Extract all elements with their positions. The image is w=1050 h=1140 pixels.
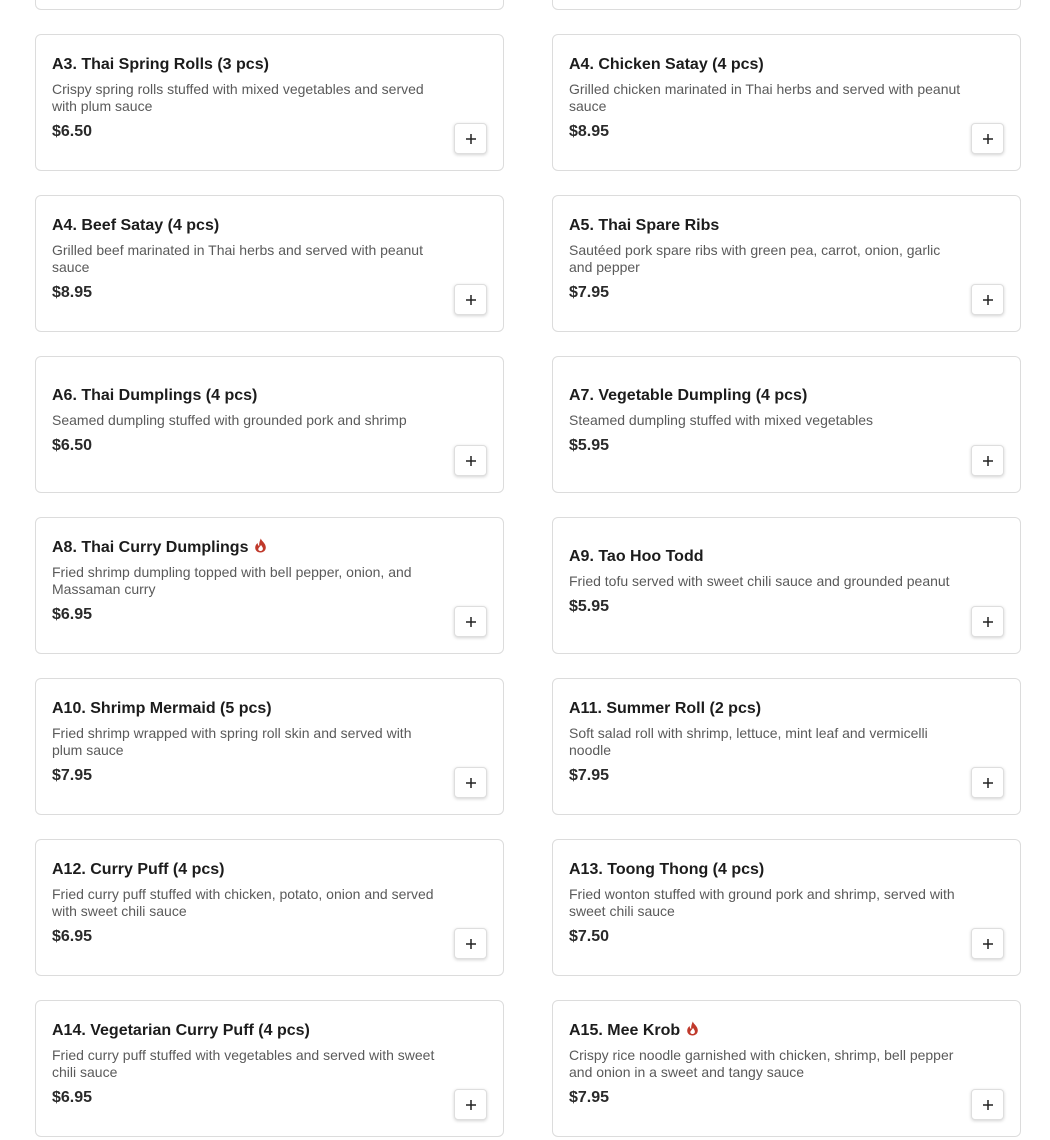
menu-item-name-row (569, 699, 962, 719)
menu-item-card[interactable] (552, 1000, 1021, 1137)
menu-item-name: A5. Thai Spare Ribs (569, 217, 720, 234)
menu-item-price: $6.95 (52, 928, 93, 945)
menu-item-price: $7.95 (569, 1089, 610, 1106)
menu-item-name-row (52, 386, 445, 406)
spicy-flame-icon (254, 538, 267, 553)
plus-icon (465, 938, 477, 950)
add-to-cart-button[interactable] (454, 445, 487, 476)
menu-item-card[interactable] (552, 839, 1021, 976)
add-to-cart-button[interactable] (971, 123, 1004, 154)
menu-item-name: A3. Thai Spring Rolls (3 pcs) (52, 56, 269, 73)
add-to-cart-button[interactable] (454, 767, 487, 798)
menu-item-name: A7. Vegetable Dumpling (4 pcs) (569, 386, 808, 404)
menu-item-price: $6.95 (52, 1089, 93, 1106)
menu-item-name: A15. Mee Krob (569, 1022, 681, 1039)
menu-item-name: A14. Vegetarian Curry Puff (4 pcs) (52, 1022, 310, 1039)
menu-item-description: Fried tofu served with sweet chili sauce and grounded peanut (569, 572, 950, 589)
menu-item-name-row (52, 538, 445, 558)
menu-item-price: $7.95 (569, 767, 610, 784)
menu-item-card[interactable] (35, 1000, 504, 1137)
menu-item-card[interactable] (552, 678, 1021, 815)
add-to-cart-button[interactable] (971, 284, 1004, 315)
menu-item-price: $5.95 (569, 436, 610, 454)
menu-item-name: A10. Shrimp Mermaid (5 pcs) (52, 700, 272, 717)
menu-item-price: $6.95 (52, 606, 93, 623)
menu-item-name: A12. Curry Puff (4 pcs) (52, 861, 225, 878)
plus-icon (982, 294, 994, 306)
menu-item-name-row (52, 860, 445, 880)
plus-icon (982, 133, 994, 145)
menu-item-price: $8.95 (569, 123, 610, 140)
add-to-cart-button[interactable] (454, 123, 487, 154)
spicy-flame-icon (686, 1021, 699, 1036)
add-to-cart-button[interactable] (454, 1089, 487, 1120)
menu-item-description: Crispy spring rolls stuffed with mixed vegetables and served with plum sauce (52, 81, 424, 114)
menu-item-name-row (569, 55, 962, 75)
menu-item-name-row (569, 386, 962, 406)
plus-icon (982, 455, 994, 467)
add-to-cart-button[interactable] (454, 606, 487, 637)
menu-item-card[interactable] (35, 839, 504, 976)
menu-item-card[interactable] (35, 195, 504, 332)
menu-item-card[interactable] (35, 0, 504, 10)
menu-item-description: Grilled chicken marinated in Thai herbs and served with peanut sauce (569, 81, 961, 114)
menu-item-price: $8.95 (52, 284, 93, 301)
plus-icon (465, 777, 477, 789)
add-to-cart-button[interactable] (454, 284, 487, 315)
menu-item-price: $7.95 (569, 284, 610, 301)
menu-item-name-row (569, 216, 962, 236)
menu-item-name-row (52, 55, 445, 75)
menu-item-card[interactable] (35, 517, 504, 654)
plus-icon (465, 294, 477, 306)
menu-item-name-row (52, 1021, 445, 1041)
add-to-cart-button[interactable] (971, 606, 1004, 637)
menu-item-price: $5.95 (569, 597, 610, 615)
menu-item-name: A11. Summer Roll (2 pcs) (569, 700, 762, 717)
menu-item-card[interactable] (552, 517, 1021, 654)
menu-item-description: Crispy rice noodle garnished with chicken, shrimp, bell pepper and onion in a sweet and tangy sauce (569, 1047, 954, 1080)
menu-item-description: Fried curry puff stuffed with vegetables and served with sweet chili sauce (52, 1047, 435, 1080)
plus-icon (465, 455, 477, 467)
menu-item-price: $6.50 (52, 123, 93, 140)
menu-item-description: Fried shrimp dumpling topped with bell pepper, onion, and Massaman curry (52, 564, 412, 597)
add-to-cart-button[interactable] (971, 767, 1004, 798)
plus-icon (982, 616, 994, 628)
menu-item-description: Fried curry puff stuffed with chicken, potato, onion and served with sweet chili sauce (52, 886, 434, 919)
menu-item-name: A6. Thai Dumplings (4 pcs) (52, 386, 258, 404)
menu-item-name-row (569, 860, 962, 880)
menu-item-description: Fried wonton stuffed with ground pork and shrimp, served with sweet chili sauce (569, 886, 955, 919)
menu-item-price: $7.50 (569, 928, 610, 945)
menu-item-name-row (52, 699, 445, 719)
menu-item-card[interactable] (35, 34, 504, 171)
menu-item-card[interactable] (35, 678, 504, 815)
menu-item-description: Soft salad roll with shrimp, lettuce, mint leaf and vermicelli noodle (569, 725, 928, 758)
menu-item-card[interactable] (552, 195, 1021, 332)
menu-item-grid (35, 0, 1021, 1137)
add-to-cart-button[interactable] (454, 928, 487, 959)
menu-item-price: $7.95 (52, 767, 93, 784)
menu-item-card[interactable] (552, 34, 1021, 171)
menu-item-name-row (569, 1021, 962, 1041)
menu-item-name: A13. Toong Thong (4 pcs) (569, 861, 765, 878)
add-to-cart-button[interactable] (971, 445, 1004, 476)
plus-icon (465, 133, 477, 145)
menu-item-name: A4. Beef Satay (4 pcs) (52, 217, 220, 234)
menu-item-price: $6.50 (52, 436, 93, 454)
menu-item-name-row (52, 216, 445, 236)
plus-icon (465, 1099, 477, 1111)
plus-icon (982, 777, 994, 789)
menu-item-card[interactable] (552, 356, 1021, 493)
plus-icon (465, 616, 477, 628)
menu-item-name-row (569, 547, 962, 567)
add-to-cart-button[interactable] (971, 1089, 1004, 1120)
menu-item-description: Steamed dumpling stuffed with mixed vegetables (569, 411, 874, 428)
add-to-cart-button[interactable] (971, 928, 1004, 959)
menu-item-description: Fried shrimp wrapped with spring roll skin and served with plum sauce (52, 725, 412, 758)
menu-item-description: Grilled beef marinated in Thai herbs and served with peanut sauce (52, 242, 423, 275)
menu-item-name: A4. Chicken Satay (4 pcs) (569, 56, 764, 73)
plus-icon (982, 1099, 994, 1111)
menu-item-name: A9. Tao Hoo Todd (569, 547, 704, 565)
menu-item-card[interactable] (552, 0, 1021, 10)
menu-item-card[interactable] (35, 356, 504, 493)
plus-icon (982, 938, 994, 950)
menu-item-name: A8. Thai Curry Dumplings (52, 539, 249, 556)
menu-item-description: Seamed dumpling stuffed with grounded pork and shrimp (52, 411, 407, 428)
menu-item-description: Sautéed pork spare ribs with green pea, carrot, onion, garlic and pepper (569, 242, 941, 275)
